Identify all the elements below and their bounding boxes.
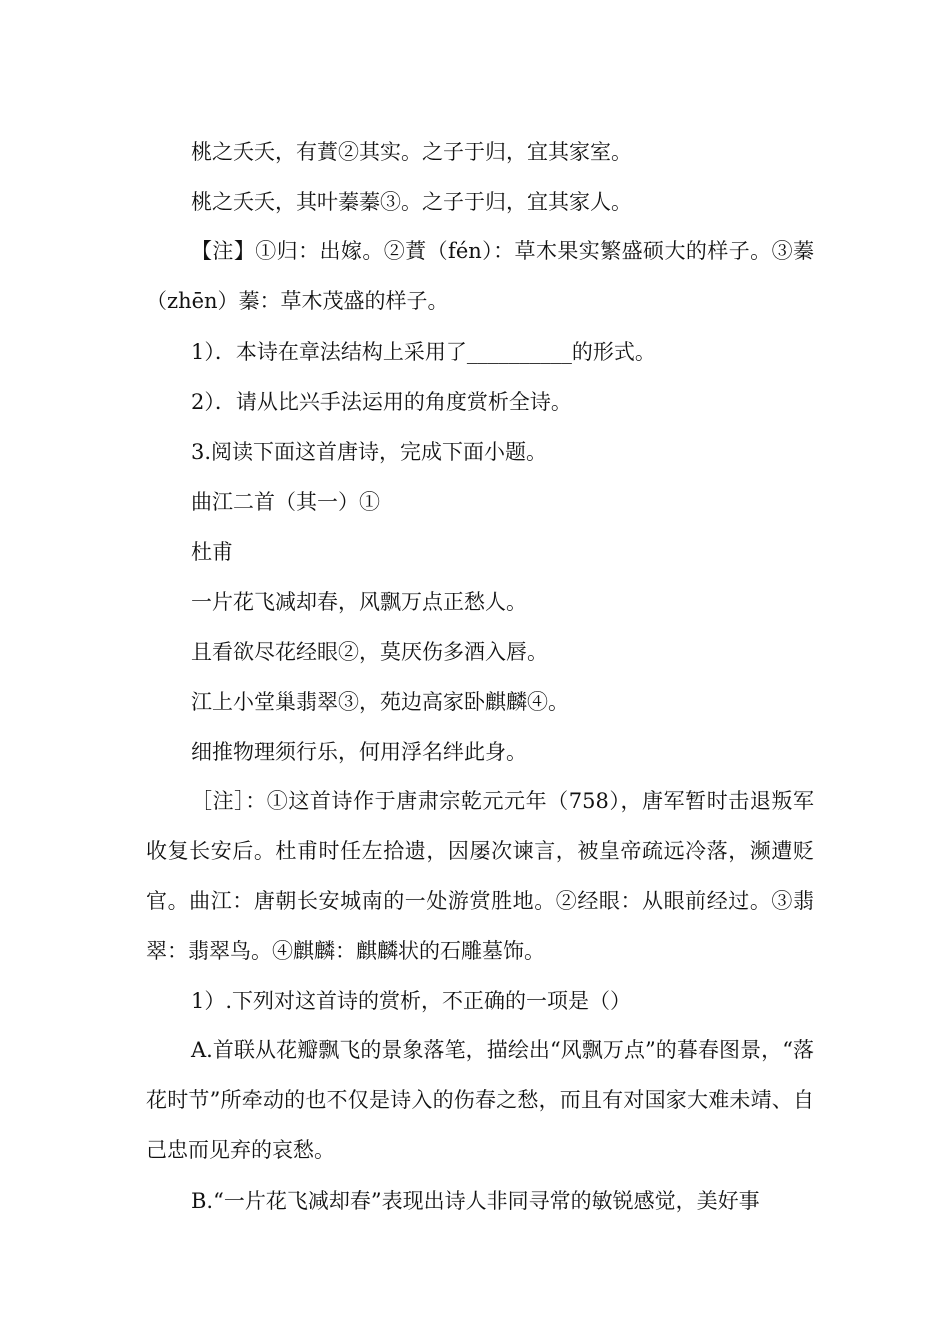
option-b: B.“一片花飞减却春”表现出诗人非同寻常的敏锐感觉，美好事 (191, 1189, 760, 1213)
poem-line-c: 江上小堂巢翡翠③，苑边高家卧麒麟④。 (191, 690, 569, 714)
poem-line-1: 桃之夭夭，有蕡②其实。之子于归，宜其家室。 (191, 140, 632, 164)
question-1: 1）．本诗在章法结构上采用了__________的形式。 (191, 340, 656, 364)
poem-line-d: 细推物理须行乐，何用浮名绊此身。 (191, 740, 527, 764)
poem-title: 曲江二首（其一）① (191, 490, 380, 514)
option-a: A.首联从花瓣飘飞的景象落笔，描绘出“风飘万点”的暮春图景，“落花时节”所牵动的也不仅是诗入的伤春之愁，而且有对国家大难未靖、自己忠而见弃的哀愁。 (146, 1038, 814, 1162)
poem-line-b: 且看欲尽花经眼②，莫厌伤多酒入唇。 (191, 640, 548, 664)
poem-line-2: 桃之夭夭，其叶蓁蓁③。之子于归，宜其家人。 (191, 190, 632, 214)
poem-author: 杜甫 (191, 540, 233, 564)
question-2: 2）．请从比兴手法运用的角度赏析全诗。 (191, 390, 572, 414)
annotation-1: 【注】①归：出嫁。②蕡（fén）：草木果实繁盛硕大的样子。③蓁（zhēn）蓁：草木茂盛的样子。 (146, 239, 814, 313)
poem-line-a: 一片花飞减却春，风飘万点正愁人。 (191, 590, 527, 614)
section-3-heading: 3.阅读下面这首唐诗，完成下面小题。 (191, 440, 548, 464)
annotation-2: ［注］：①这首诗作于唐肃宗乾元元年（758），唐军暂时击退叛军收复长安后。杜甫时任左拾遗，因屡次谏言，被皇帝疏远冷落，濒遭贬官。曲江：唐朝长安城南的一处游赏胜地。②经眼：从眼前经过。③翡翠：翡翠鸟。④麒麟：麒麟状的石雕墓饰。 (146, 789, 814, 963)
sub-question-1: 1）.下列对这首诗的赏析，不正确的一项是（） (191, 989, 632, 1013)
